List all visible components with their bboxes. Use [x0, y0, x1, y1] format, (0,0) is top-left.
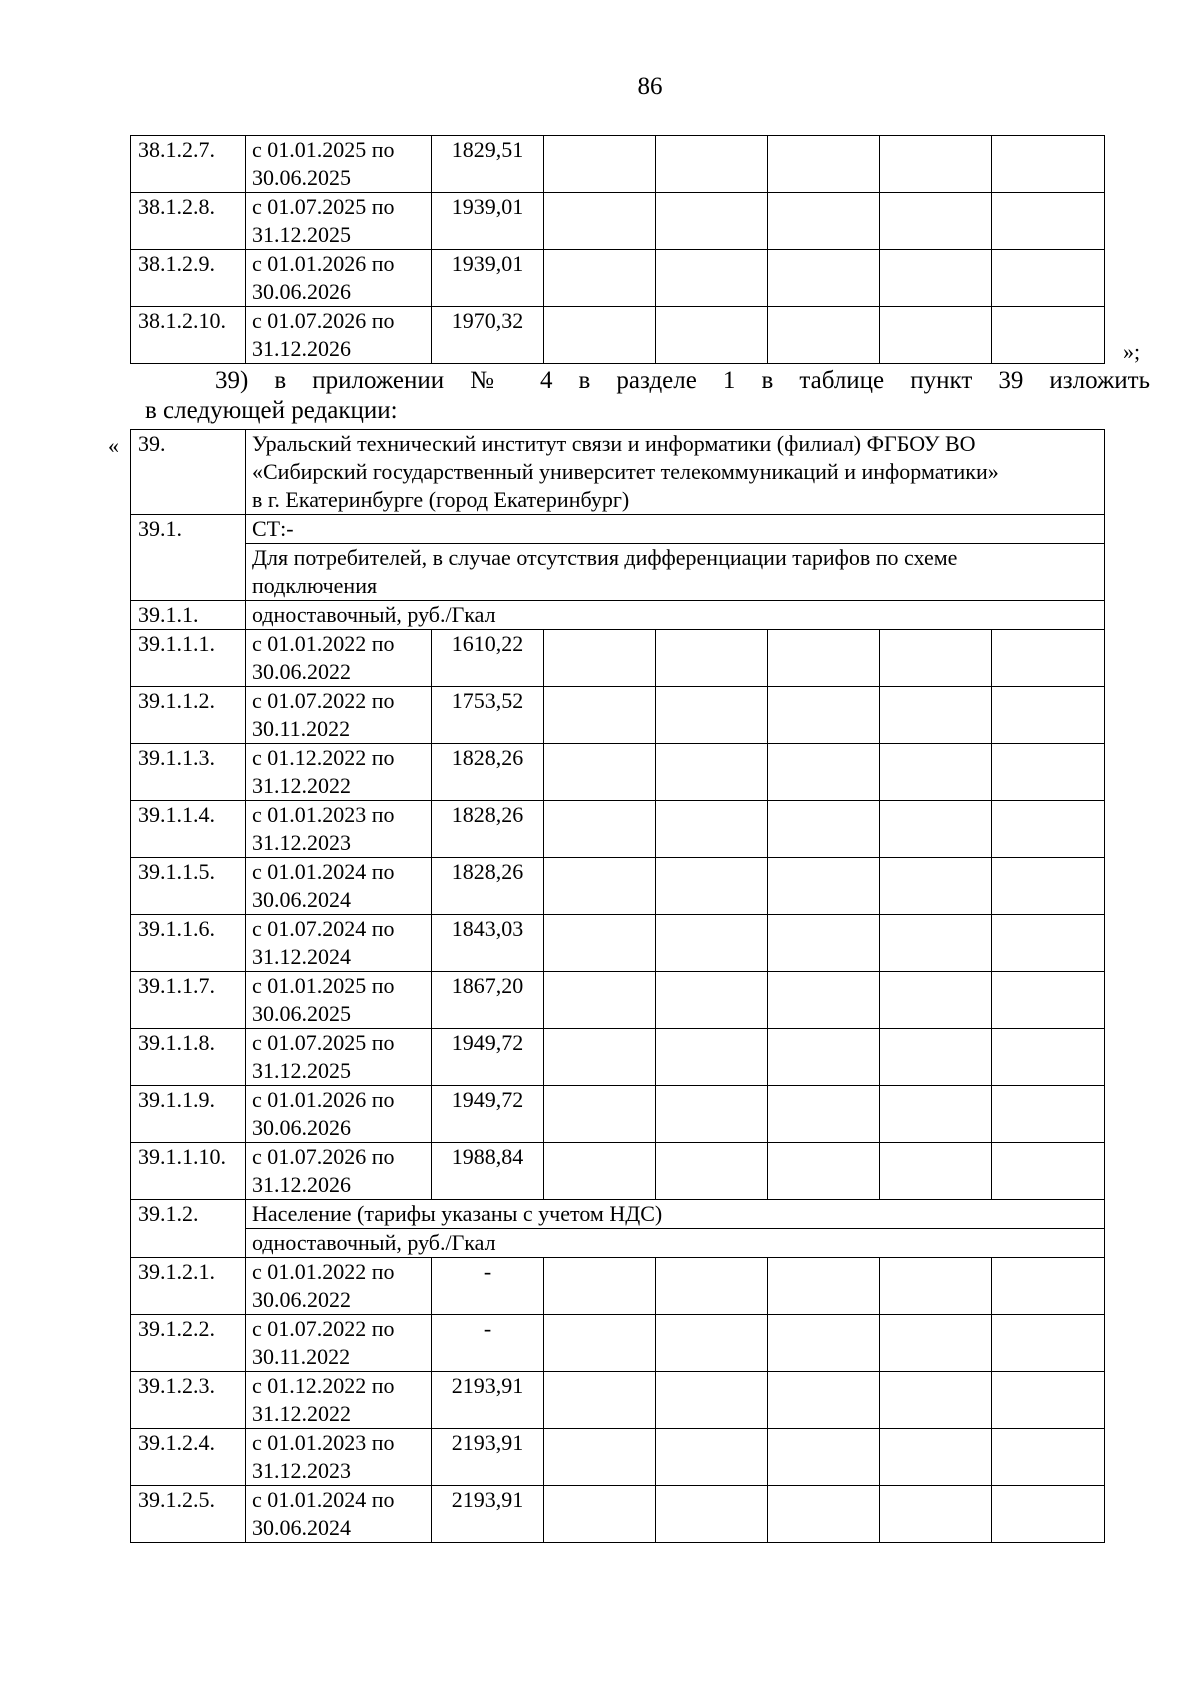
period-start: с 01.07.2022 по — [252, 1316, 395, 1341]
empty-cell — [880, 630, 992, 687]
row-code: 38.1.2.9. — [131, 250, 246, 307]
row-code: 39.1.1.6. — [131, 915, 246, 972]
org-line-3: в г. Екатеринбурге (город Екатеринбург) — [252, 487, 630, 512]
empty-cell — [656, 1143, 768, 1200]
empty-cell — [880, 858, 992, 915]
empty-cell — [768, 1029, 880, 1086]
period-cell — [246, 1029, 432, 1086]
table-row — [131, 193, 1105, 250]
org-line-2: «Сибирский государственный университет телекоммуникаций и информатики» — [252, 459, 999, 484]
empty-cell — [544, 1086, 656, 1143]
period-start: с 01.01.2023 по — [252, 1430, 395, 1455]
tariff-value: 1988,84 — [432, 1143, 544, 1200]
empty-cell — [880, 1086, 992, 1143]
period-end: 30.06.2022 — [252, 1287, 351, 1312]
empty-cell — [992, 1315, 1105, 1372]
tariff-value: 1939,01 — [432, 193, 544, 250]
row-code: 39.1.2.3. — [131, 1372, 246, 1429]
period-cell — [246, 687, 432, 744]
empty-cell — [656, 136, 768, 193]
table-row — [131, 801, 1105, 858]
tariff-value: 1610,22 — [432, 630, 544, 687]
empty-cell — [880, 1486, 992, 1543]
period-cell — [246, 1372, 432, 1429]
row-code: 39.1.1.2. — [131, 687, 246, 744]
row-code: 39.1.1.9. — [131, 1086, 246, 1143]
empty-cell — [544, 1486, 656, 1543]
period-end: 31.12.2023 — [252, 830, 351, 855]
period-cell — [246, 1315, 432, 1372]
empty-cell — [880, 687, 992, 744]
empty-cell — [880, 1029, 992, 1086]
table-row — [131, 1486, 1105, 1543]
row-code: 39.1.1.7. — [131, 972, 246, 1029]
period-cell — [246, 630, 432, 687]
row-code: 39.1.1. — [131, 601, 246, 630]
empty-cell — [992, 915, 1105, 972]
empty-cell — [656, 801, 768, 858]
period-cell — [246, 1486, 432, 1543]
tariff-value: 1828,26 — [432, 858, 544, 915]
consumer-description — [246, 544, 1105, 601]
tariff-value: 1867,20 — [432, 972, 544, 1029]
subsection-label: одноставочный, руб./Гкал — [246, 601, 1105, 630]
empty-cell — [656, 858, 768, 915]
empty-cell — [544, 744, 656, 801]
empty-cell — [992, 1429, 1105, 1486]
row-code: 38.1.2.8. — [131, 193, 246, 250]
empty-cell — [992, 630, 1105, 687]
period-start: с 01.01.2025 по — [252, 973, 395, 998]
empty-cell — [768, 1143, 880, 1200]
empty-cell — [880, 972, 992, 1029]
empty-cell — [880, 193, 992, 250]
period-cell — [246, 307, 432, 364]
empty-cell — [656, 1029, 768, 1086]
table-row-subsection — [131, 601, 1105, 630]
empty-cell — [544, 1429, 656, 1486]
table-row — [131, 1143, 1105, 1200]
period-end: 30.06.2026 — [252, 1115, 351, 1140]
period-cell — [246, 250, 432, 307]
tariff-value: 2193,91 — [432, 1486, 544, 1543]
empty-cell — [880, 801, 992, 858]
empty-cell — [992, 1372, 1105, 1429]
period-end: 31.12.2026 — [252, 1172, 351, 1197]
empty-cell — [992, 193, 1105, 250]
table-row — [131, 250, 1105, 307]
paragraph-line-2: в следующей редакции: — [145, 397, 398, 424]
empty-cell — [880, 1372, 992, 1429]
empty-cell — [544, 250, 656, 307]
row-code: 39.1.1.3. — [131, 744, 246, 801]
period-start: с 01.01.2022 по — [252, 1259, 395, 1284]
period-end: 31.12.2025 — [252, 1058, 351, 1083]
empty-cell — [880, 744, 992, 801]
tariff-value: 1970,32 — [432, 307, 544, 364]
empty-cell — [768, 136, 880, 193]
period-start: с 01.07.2026 по — [252, 308, 395, 333]
row-code: 39. — [131, 430, 246, 515]
tariff-type: СТ:- — [246, 515, 1105, 544]
tariff-value: 2193,91 — [432, 1429, 544, 1486]
empty-cell — [544, 1258, 656, 1315]
empty-cell — [768, 687, 880, 744]
period-cell — [246, 1086, 432, 1143]
row-code: 39.1.1.5. — [131, 858, 246, 915]
empty-cell — [544, 1315, 656, 1372]
period-cell — [246, 858, 432, 915]
empty-cell — [768, 744, 880, 801]
empty-cell — [768, 193, 880, 250]
row-code: 39.1.1.4. — [131, 801, 246, 858]
tariff-value: 1949,72 — [432, 1029, 544, 1086]
empty-cell — [992, 1258, 1105, 1315]
empty-cell — [544, 1372, 656, 1429]
empty-cell — [656, 307, 768, 364]
period-start: с 01.07.2024 по — [252, 916, 395, 941]
period-end: 31.12.2022 — [252, 773, 351, 798]
empty-cell — [992, 1029, 1105, 1086]
row-code: 39.1.1.8. — [131, 1029, 246, 1086]
period-start: с 01.01.2026 по — [252, 251, 395, 276]
period-end: 30.06.2022 — [252, 659, 351, 684]
period-end: 31.12.2023 — [252, 1458, 351, 1483]
period-start: с 01.07.2022 по — [252, 688, 395, 713]
period-end: 31.12.2024 — [252, 944, 351, 969]
period-end: 31.12.2022 — [252, 1401, 351, 1426]
period-cell — [246, 801, 432, 858]
table-row — [131, 858, 1105, 915]
empty-cell — [656, 250, 768, 307]
empty-cell — [880, 307, 992, 364]
empty-cell — [992, 972, 1105, 1029]
empty-cell — [880, 136, 992, 193]
tariff-table-continuation — [130, 135, 1105, 364]
table-row — [131, 1315, 1105, 1372]
empty-cell — [544, 1143, 656, 1200]
row-code: 39.1.2.5. — [131, 1486, 246, 1543]
empty-cell — [992, 744, 1105, 801]
table-row — [131, 744, 1105, 801]
empty-cell — [544, 193, 656, 250]
period-start: с 01.07.2025 по — [252, 1030, 395, 1055]
table-row — [131, 1029, 1105, 1086]
period-cell — [246, 744, 432, 801]
period-end: 30.11.2022 — [252, 716, 351, 741]
period-end: 30.06.2025 — [252, 1001, 351, 1026]
empty-cell — [992, 687, 1105, 744]
tariff-value: 1949,72 — [432, 1086, 544, 1143]
empty-cell — [880, 1429, 992, 1486]
empty-cell — [544, 972, 656, 1029]
tariff-value: 1828,26 — [432, 744, 544, 801]
organization-name — [246, 430, 1105, 515]
empty-cell — [768, 1372, 880, 1429]
table-row-subsection-type — [131, 1229, 1105, 1258]
empty-cell — [768, 801, 880, 858]
period-start: с 01.01.2025 по — [252, 137, 395, 162]
period-end: 30.06.2026 — [252, 279, 351, 304]
table-row — [131, 1429, 1105, 1486]
empty-cell — [656, 1315, 768, 1372]
empty-cell — [768, 307, 880, 364]
tariff-value: 1939,01 — [432, 250, 544, 307]
table-row-subsection — [131, 1200, 1105, 1229]
empty-cell — [992, 136, 1105, 193]
table-row — [131, 1086, 1105, 1143]
empty-cell — [656, 1086, 768, 1143]
period-start: с 01.12.2022 по — [252, 745, 395, 770]
empty-cell — [768, 915, 880, 972]
empty-cell — [768, 1429, 880, 1486]
empty-cell — [544, 915, 656, 972]
table-row — [131, 630, 1105, 687]
period-start: с 01.01.2023 по — [252, 802, 395, 827]
empty-cell — [656, 1429, 768, 1486]
table-row — [131, 307, 1105, 364]
empty-cell — [768, 1086, 880, 1143]
row-code: 39.1.2.1. — [131, 1258, 246, 1315]
period-start: с 01.01.2026 по — [252, 1087, 395, 1112]
period-start: с 01.01.2024 по — [252, 859, 395, 884]
table-row — [131, 1372, 1105, 1429]
empty-cell — [544, 1029, 656, 1086]
empty-cell — [656, 1258, 768, 1315]
tariff-value: 2193,91 — [432, 1372, 544, 1429]
row-code: 38.1.2.7. — [131, 136, 246, 193]
period-cell — [246, 193, 432, 250]
period-end: 30.06.2024 — [252, 887, 351, 912]
empty-cell — [544, 630, 656, 687]
empty-cell — [656, 744, 768, 801]
period-end: 30.11.2022 — [252, 1344, 351, 1369]
period-cell — [246, 1258, 432, 1315]
row-code: 39.1.1.10. — [131, 1143, 246, 1200]
row-code: 39.1.1.1. — [131, 630, 246, 687]
opening-quote: « — [108, 433, 119, 458]
org-line-1: Уральский технический институт связи и информатики (филиал) ФГБОУ ВО — [252, 431, 976, 456]
empty-cell — [880, 1143, 992, 1200]
table-row-section-desc — [131, 544, 1105, 601]
period-start: с 01.07.2025 по — [252, 194, 395, 219]
tariff-value: - — [432, 1258, 544, 1315]
row-code: 39.1. — [131, 515, 246, 601]
row-code: 39.1.2.2. — [131, 1315, 246, 1372]
empty-cell — [768, 1258, 880, 1315]
table-row — [131, 915, 1105, 972]
desc-line-2: подключения — [252, 573, 378, 598]
desc-line-1: Для потребителей, в случае отсутствия дифференциации тарифов по схеме — [252, 545, 958, 570]
row-code: 38.1.2.10. — [131, 307, 246, 364]
table-row-header — [131, 430, 1105, 515]
subsection-type: одноставочный, руб./Гкал — [246, 1229, 1105, 1258]
tariff-table-item-39 — [130, 429, 1105, 1543]
empty-cell — [992, 801, 1105, 858]
empty-cell — [992, 307, 1105, 364]
table-row — [131, 972, 1105, 1029]
empty-cell — [992, 1143, 1105, 1200]
period-start: с 01.12.2022 по — [252, 1373, 395, 1398]
empty-cell — [656, 972, 768, 1029]
empty-cell — [656, 630, 768, 687]
period-cell — [246, 1429, 432, 1486]
table-row — [131, 1258, 1105, 1315]
paragraph-line-1: 39) в приложении № 4 в разделе 1 в таблице пункт 39 изложить — [215, 367, 1150, 394]
empty-cell — [768, 1486, 880, 1543]
empty-cell — [768, 630, 880, 687]
period-end: 31.12.2026 — [252, 336, 351, 361]
empty-cell — [544, 687, 656, 744]
empty-cell — [656, 1486, 768, 1543]
empty-cell — [544, 801, 656, 858]
empty-cell — [992, 1486, 1105, 1543]
period-start: с 01.01.2022 по — [252, 631, 395, 656]
period-cell — [246, 1143, 432, 1200]
empty-cell — [544, 136, 656, 193]
period-cell — [246, 136, 432, 193]
tariff-value: 1753,52 — [432, 687, 544, 744]
empty-cell — [992, 1086, 1105, 1143]
amendment-paragraph — [145, 366, 1150, 426]
page-number: 86 — [637, 73, 663, 100]
table-row-section — [131, 515, 1105, 544]
empty-cell — [768, 1315, 880, 1372]
tariff-value: - — [432, 1315, 544, 1372]
table-row — [131, 687, 1105, 744]
row-code: 39.1.2.4. — [131, 1429, 246, 1486]
empty-cell — [544, 307, 656, 364]
subsection-label: Население (тарифы указаны с учетом НДС) — [246, 1200, 1105, 1229]
empty-cell — [656, 193, 768, 250]
table-row — [131, 136, 1105, 193]
period-start: с 01.07.2026 по — [252, 1144, 395, 1169]
empty-cell — [656, 915, 768, 972]
empty-cell — [656, 1372, 768, 1429]
period-cell — [246, 915, 432, 972]
empty-cell — [880, 1315, 992, 1372]
period-start: с 01.01.2024 по — [252, 1487, 395, 1512]
period-end: 30.06.2024 — [252, 1515, 351, 1540]
tariff-value: 1829,51 — [432, 136, 544, 193]
empty-cell — [768, 972, 880, 1029]
period-end: 31.12.2025 — [252, 222, 351, 247]
tariff-value: 1843,03 — [432, 915, 544, 972]
period-cell — [246, 972, 432, 1029]
empty-cell — [768, 250, 880, 307]
empty-cell — [768, 858, 880, 915]
period-end: 30.06.2025 — [252, 165, 351, 190]
empty-cell — [880, 250, 992, 307]
empty-cell — [992, 250, 1105, 307]
empty-cell — [880, 1258, 992, 1315]
row-code: 39.1.2. — [131, 1200, 246, 1258]
closing-quote: »; — [1123, 339, 1141, 364]
empty-cell — [880, 915, 992, 972]
tariff-value: 1828,26 — [432, 801, 544, 858]
empty-cell — [544, 858, 656, 915]
empty-cell — [656, 687, 768, 744]
empty-cell — [992, 858, 1105, 915]
